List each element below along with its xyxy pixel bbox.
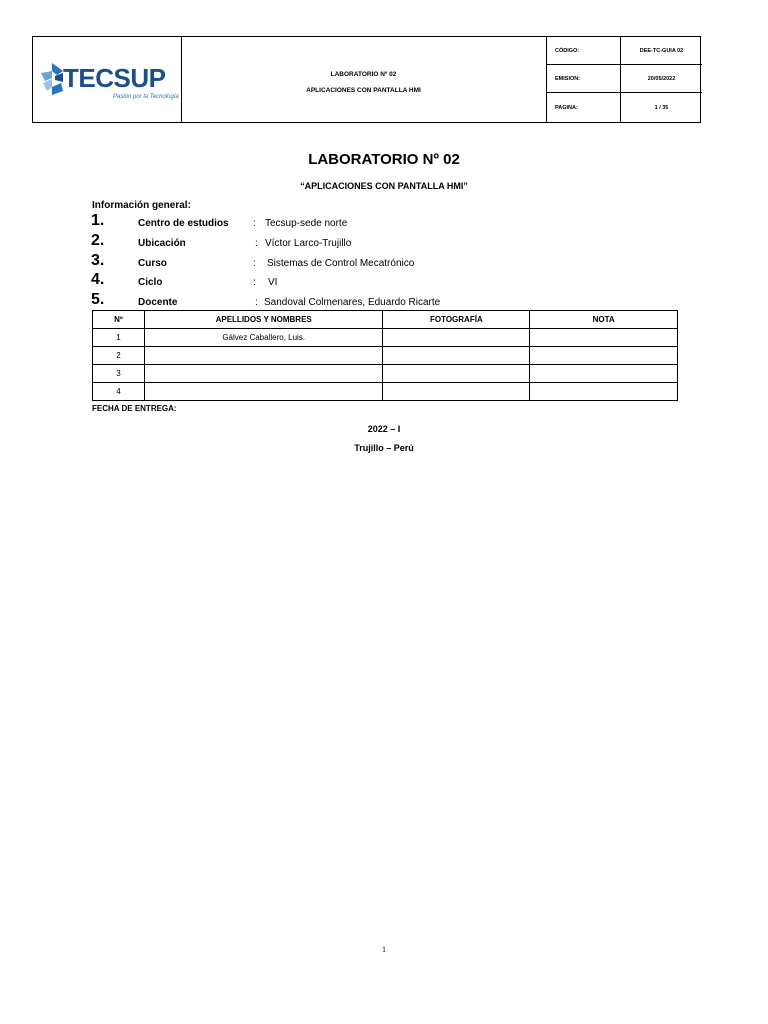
- cell-photo: [383, 383, 530, 401]
- item-number: 2.: [91, 232, 105, 249]
- item-value: Víctor Larco-Trujillo: [265, 238, 352, 249]
- info-item-teacher: [91, 291, 691, 311]
- document-title: LABORATORIO Nº 02: [308, 151, 460, 168]
- meta-row-emission: [547, 65, 702, 93]
- item-separator: :: [253, 277, 256, 288]
- tecsup-logo-icon: [39, 61, 65, 97]
- table-row: [93, 383, 678, 401]
- item-separator: :: [255, 238, 258, 249]
- header-title-cell: [181, 37, 547, 122]
- header-grade: NOTA: [530, 311, 678, 329]
- item-number: 5.: [91, 291, 105, 308]
- document-subtitle: “APLICACIONES CON PANTALLA HMI”: [300, 181, 468, 191]
- cell-grade: [530, 329, 678, 347]
- cell-grade: [530, 347, 678, 365]
- item-label: Ubicación: [138, 238, 186, 249]
- cell-number: 1: [93, 329, 145, 347]
- table-row: [93, 347, 678, 365]
- info-item-course: [91, 252, 691, 272]
- header-photo: FOTOGRAFÍA: [383, 311, 530, 329]
- header-lab-number: LABORATORIO Nº 02: [330, 71, 397, 78]
- document-header: [32, 36, 701, 123]
- logo-tagline: Pasión por la Tecnología: [113, 94, 179, 100]
- cell-photo: [383, 365, 530, 383]
- meta-key: PAGINA:: [547, 93, 621, 122]
- delivery-date-label: FECHA DE ENTREGA:: [92, 404, 177, 413]
- cell-photo: [383, 329, 530, 347]
- item-value: VI: [268, 277, 278, 288]
- city-country: Trujillo – Perú: [354, 443, 414, 453]
- header-number: Nº: [93, 311, 145, 329]
- header-meta: [547, 37, 702, 122]
- item-value: Sistemas de Control Mecatrónico: [267, 258, 415, 269]
- info-item-cycle: [91, 271, 691, 291]
- cell-name: [144, 347, 383, 365]
- logo-cell: [33, 37, 182, 122]
- cell-grade: [530, 383, 678, 401]
- meta-key: EMISION:: [547, 65, 621, 92]
- item-value: Tecsup-sede norte: [265, 218, 348, 229]
- cell-name: Gálvez Caballero, Luis.: [144, 329, 383, 347]
- table-header-row: [93, 311, 678, 329]
- page-number: 1: [382, 945, 386, 954]
- students-table: [92, 310, 678, 401]
- item-number: 4.: [91, 271, 105, 288]
- info-item-center: [91, 212, 691, 232]
- meta-value: 20/05/2022: [647, 75, 676, 82]
- item-label: Centro de estudios: [138, 218, 229, 229]
- item-separator: :: [255, 297, 258, 308]
- item-separator: :: [253, 258, 256, 269]
- item-label: Docente: [138, 297, 178, 308]
- meta-value: DEE-TC-GUIA 02: [639, 47, 684, 54]
- item-label: Curso: [138, 258, 167, 269]
- cell-name: [144, 365, 383, 383]
- item-number: 1.: [91, 212, 105, 229]
- cell-number: 4: [93, 383, 145, 401]
- item-number: 3.: [91, 252, 105, 269]
- meta-row-page: [547, 93, 702, 122]
- cell-photo: [383, 347, 530, 365]
- item-label: Ciclo: [138, 277, 163, 288]
- item-value: Sandoval Colmenares, Eduardo Ricarte: [264, 297, 441, 308]
- info-item-location: [91, 232, 691, 252]
- header-names: APELLIDOS Y NOMBRES: [144, 311, 383, 329]
- table-row: [93, 329, 678, 347]
- general-info-label: Información general:: [92, 200, 191, 211]
- logo-wordmark: TECSUP: [63, 63, 166, 93]
- header-lab-title: APLICACIONES CON PANTALLA HMI: [306, 87, 421, 94]
- cell-grade: [530, 365, 678, 383]
- academic-period: 2022 – I: [367, 424, 401, 434]
- meta-value: 1 / 35: [654, 104, 669, 111]
- meta-row-code: [547, 37, 702, 65]
- table-row: [93, 365, 678, 383]
- item-separator: :: [253, 218, 256, 229]
- cell-number: 2: [93, 347, 145, 365]
- cell-name: [144, 383, 383, 401]
- meta-key: CÓDIGO:: [547, 37, 621, 64]
- cell-number: 3: [93, 365, 145, 383]
